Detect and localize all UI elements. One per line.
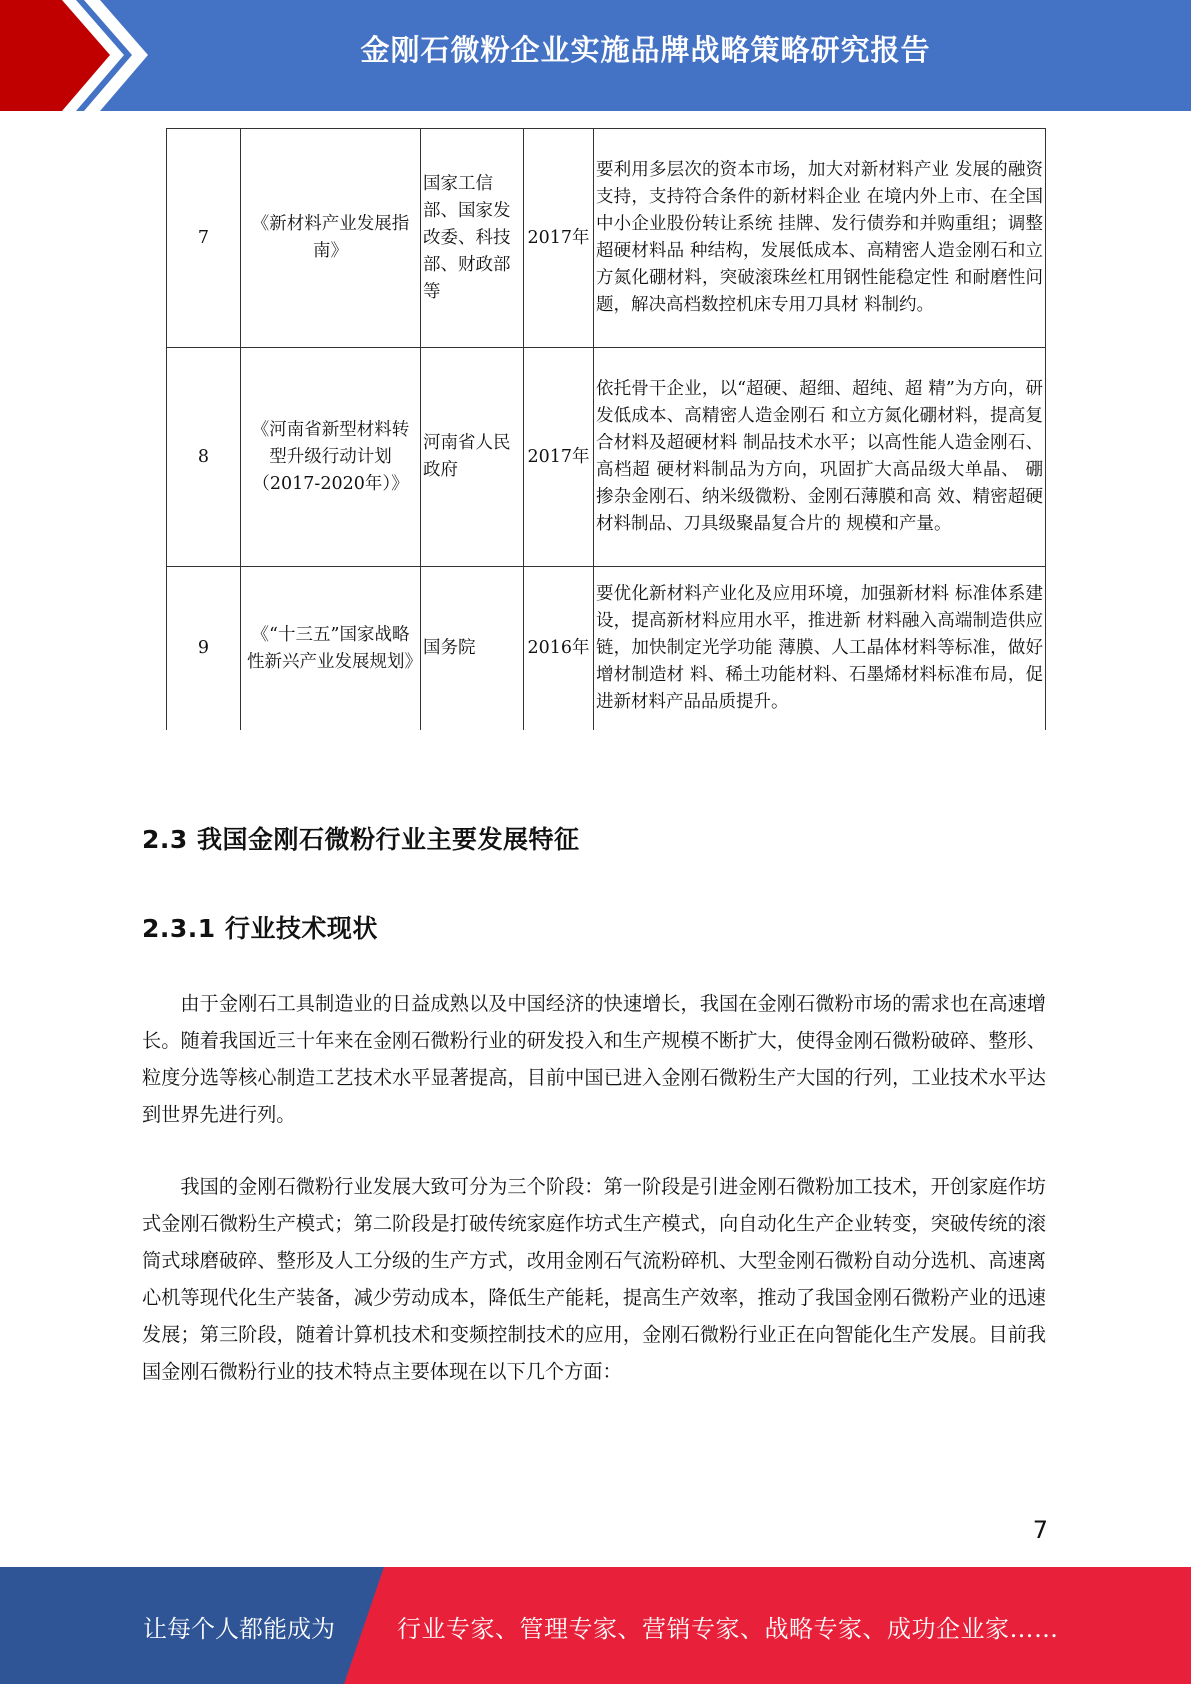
page-header [0, 0, 1191, 111]
page-number: 7 [1032, 1516, 1048, 1544]
footer-roles: 行业专家、管理专家、营销专家、战略专家、成功企业家…… [397, 1615, 1059, 1643]
footer-slogan: 让每个人都能成为 [143, 1615, 335, 1643]
body-paragraph: 我国的金刚石微粉行业发展大致可分为三个阶段：第一阶段是引进金刚石微粉加工技术，开创家庭作坊式金刚石微粉生产模式；第二阶段是打破传统家庭作坊式生产模式，向自动化生产企业转变，突破传统的滚筒式球磨破碎、整形及人工分级的生产方式，改用金刚石气流粉碎机、大型金刚石微粉自动分选机、高速离心机等现代化生产装备，减少劳动成本，降低生产能耗，提高生产效率，推动了我国金刚石微粉产业的迅速发展；第三阶段，随着计算机技术和变频控制技术的应用，金刚石微粉行业正在向智能化生产发展。目前我国金刚石微粉行业的技术特点主要体现在以下几个方面： [142, 1175, 1046, 1383]
policy-issuer: 河南省人民政府 [421, 348, 524, 567]
policy-name: 《新材料产业发展指南》 [241, 129, 421, 348]
section-heading: 2.3 我国金刚石微粉行业主要发展特征 [142, 825, 580, 854]
table-row [167, 129, 1046, 348]
policy-issuer: 国务院 [421, 567, 524, 731]
row-number: 7 [167, 129, 241, 348]
policy-year: 2016年 [524, 567, 594, 731]
table-row [167, 567, 1046, 731]
body-paragraph: 由于金刚石工具制造业的日益成熟以及中国经济的快速增长，我国在金刚石微粉市场的需求也在高速增长。随着我国近三十年来在金刚石微粉行业的研发投入和生产规模不断扩大，使得金刚石微粉破碎、整形、粒度分选等核心制造工艺技术水平显著提高，目前中国已进入金刚石微粉生产大国的行列，工业技术水平达到世界先进行列。 [142, 992, 1046, 1126]
policy-table [166, 128, 1046, 730]
policy-name: 《河南省新型材料转型升级行动计划（2017-2020年）》 [241, 348, 421, 567]
policy-year: 2017年 [524, 348, 594, 567]
row-number: 9 [167, 567, 241, 731]
row-number: 8 [167, 348, 241, 567]
report-title: 金刚石微粉企业实施品牌战略策略研究报告 [360, 33, 931, 67]
policy-year: 2017年 [524, 129, 594, 348]
policy-content: 要优化新材料产业化及应用环境，加强新材料 标准体系建设，提高新材料应用水平，推进新 材料融入高端制造供应链，加快制定光学功能 薄膜、人工晶体材料等标准，做好增材制造材 料、稀土功能材料、石墨烯材料标准布局，促 进新材料产品品质提升。 [594, 567, 1046, 731]
policy-content: 要利用多层次的资本市场，加大对新材料产业 发展的融资支持，支持符合条件的新材料企业 在境内外上市、在全国中小企业股份转让系统 挂牌、发行债券和并购重组；调整超硬材料品 种结构，发展低成本、高精密人造金刚石和立 方氮化硼材料，突破滚珠丝杠用钢性能稳定性 和耐磨性问题，解决高档数控机床专用刀具材 料制约。 [594, 129, 1046, 348]
page-footer [0, 1567, 1191, 1684]
chevron-arrow-icon [0, 0, 160, 111]
table-row [167, 348, 1046, 567]
policy-content: 依托骨干企业，以“超硬、超细、超纯、超 精”为方向，研发低成本、高精密人造金刚石 和立方氮化硼材料，提高复合材料及超硬材料 制品技术水平；以高性能人造金刚石、高档超 硬材料制品为方向，巩固扩大高品级大单晶、 硼掺杂金刚石、纳米级微粉、金刚石薄膜和高 效、精密超硬材料制品、刀具级聚晶复合片的 规模和产量。 [594, 348, 1046, 567]
policy-name: 《“十三五”国家战略性新兴产业发展规划》 [241, 567, 421, 731]
policy-issuer: 国家工信部、国家发改委、科技部、财政部等 [421, 129, 524, 348]
subsection-heading: 2.3.1 行业技术现状 [142, 914, 378, 943]
